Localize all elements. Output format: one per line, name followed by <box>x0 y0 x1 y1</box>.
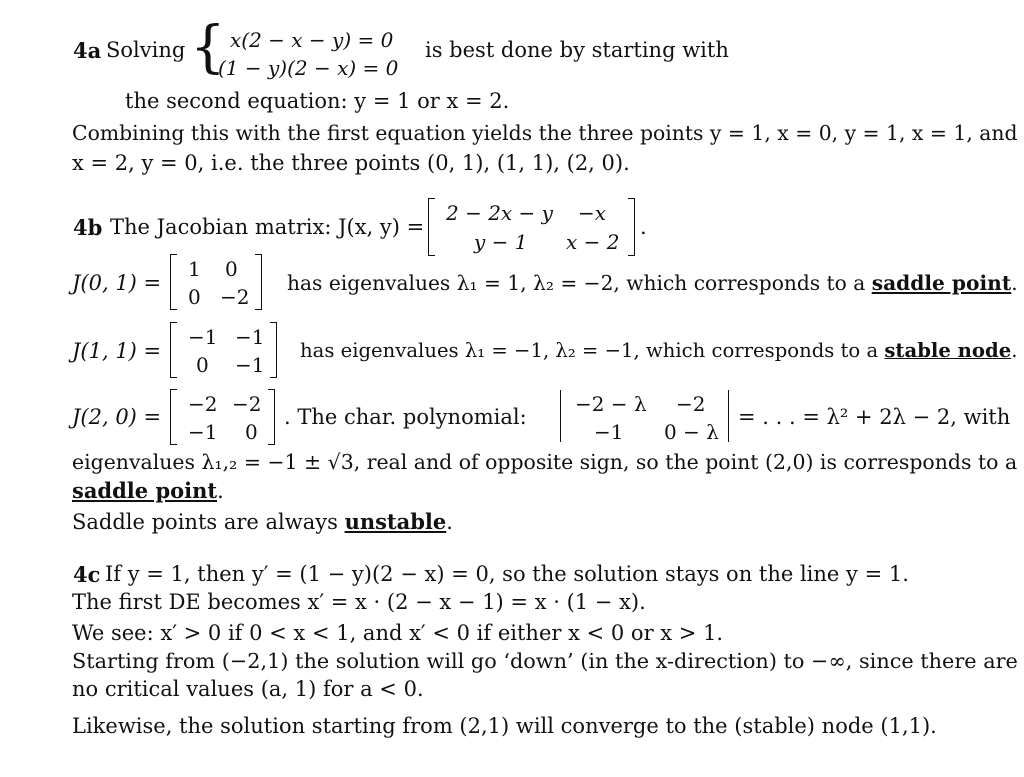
part-4a-label: 4a <box>73 38 102 63</box>
j20-mid-text: . The char. polynomial: <box>284 405 527 429</box>
part-4c-line-4: Starting from (−2,1) the solution will go ‘down’ (in the x-direction) to −∞, since there are <box>72 649 1018 673</box>
jacobian-cell-12: −x <box>578 201 607 225</box>
system-tail-text: is best done by starting with <box>425 38 729 62</box>
part-4c-label: 4c <box>73 562 101 587</box>
eigen-end: . <box>217 479 224 503</box>
j01-text <box>287 273 1018 293</box>
part-4c-line-1: If y = 1, then y′ = (1 − y)(2 − x) = 0, so the solution stays on the line y = 1. <box>105 562 909 586</box>
part-4a-line-2: the second equation: y = 1 or x = 2. <box>125 89 510 113</box>
det-cell: −2 − λ <box>575 392 647 416</box>
j11-text <box>300 341 1017 361</box>
j11-right-bracket <box>270 322 277 378</box>
jacobian-cell-21: y − 1 <box>474 230 528 254</box>
part-4b-label: 4b <box>73 215 103 240</box>
j01-cell: −2 <box>220 285 250 309</box>
saddle-end: . <box>446 510 453 534</box>
system-equation-1: x(2 − x − y) = 0 <box>230 28 394 52</box>
saddle-kind: unstable <box>344 509 447 534</box>
det-cell: 0 − λ <box>664 420 719 444</box>
jacobian-text: The Jacobian matrix: J(x, y) = <box>110 215 425 239</box>
j01-left-bracket <box>170 254 177 310</box>
part-4c-line-3: We see: x′ > 0 if 0 < x < 1, and x′ < 0 if either x < 0 or x > 1. <box>72 621 724 645</box>
j20-cell: 0 <box>245 420 258 444</box>
part-4c-line-2: The first DE becomes x′ = x · (2 − x − 1) = x · (1 − x). <box>72 590 646 614</box>
jacobian-right-bracket <box>628 198 635 256</box>
det-cell: −1 <box>594 420 624 444</box>
j01-cell: 0 <box>225 257 238 281</box>
j01-cell: 1 <box>188 257 201 281</box>
system-equation-2: (1 − y)(2 − x) = 0 <box>218 56 399 80</box>
j20-cell: −2 <box>232 392 262 416</box>
j11-lhs: J(1, 1) = <box>72 339 162 363</box>
jacobian-left-bracket <box>428 198 435 256</box>
j11-kind: stable node <box>884 339 1012 362</box>
j01-kind: saddle point <box>871 271 1012 295</box>
j11-cell: −1 <box>235 325 265 349</box>
j01-lhs: J(0, 1) = <box>72 271 162 295</box>
eigen-line: eigenvalues λ₁,₂ = −1 ± √3, real and of opposite sign, so the point (2,0) is corresponds to a <box>72 450 1018 474</box>
j20-cell: −2 <box>188 392 218 416</box>
j20-lhs: J(2, 0) = <box>72 405 162 429</box>
part-4c-line-6: Likewise, the solution starting from (2,1) will converge to the (stable) node (1,1). <box>72 714 937 738</box>
jacobian-cell-22: x − 2 <box>566 230 620 254</box>
j20-right-bracket <box>268 389 275 445</box>
j11-cell: −1 <box>188 325 218 349</box>
eigen-kind-line <box>72 480 224 502</box>
j01-end: . <box>1011 271 1018 295</box>
j01-right-bracket <box>255 254 262 310</box>
part-4a-line-4: x = 2, y = 0, i.e. the three points (0, 1), (1, 1), (2, 0). <box>72 151 630 175</box>
det-cell: −2 <box>676 392 706 416</box>
j11-left-bracket <box>170 322 177 378</box>
j11-cell: −1 <box>235 353 265 377</box>
j01-cell: 0 <box>188 285 201 309</box>
jacobian-cell-11: 2 − 2x − y <box>446 201 553 225</box>
part-4c-line-5: no critical values (a, 1) for a < 0. <box>72 677 424 701</box>
j20-left-bracket <box>170 389 177 445</box>
j20-cell: −1 <box>188 420 218 444</box>
solving-text: Solving <box>106 38 186 62</box>
system-brace: { <box>190 15 226 80</box>
saddle-line <box>72 511 453 533</box>
j11-end: . <box>1011 339 1018 362</box>
det-tail-text: = . . . = λ² + 2λ − 2, with <box>738 405 1011 429</box>
det-left-bar <box>560 390 561 442</box>
saddle-prefix: Saddle points are always <box>72 510 338 534</box>
j11-eigen-text: has eigenvalues λ₁ = −1, λ₂ = −1, which corresponds to a <box>300 339 879 362</box>
det-right-bar <box>728 390 729 442</box>
jacobian-end: . <box>640 215 647 239</box>
j11-cell: 0 <box>196 353 209 377</box>
eigen-kind: saddle point <box>72 478 218 503</box>
j01-eigen-text: has eigenvalues λ₁ = 1, λ₂ = −2, which corresponds to a <box>287 271 866 295</box>
part-4a-line-3: Combining this with the first equation yields the three points y = 1, x = 0, y = 1, x = 1, and <box>72 121 1018 145</box>
